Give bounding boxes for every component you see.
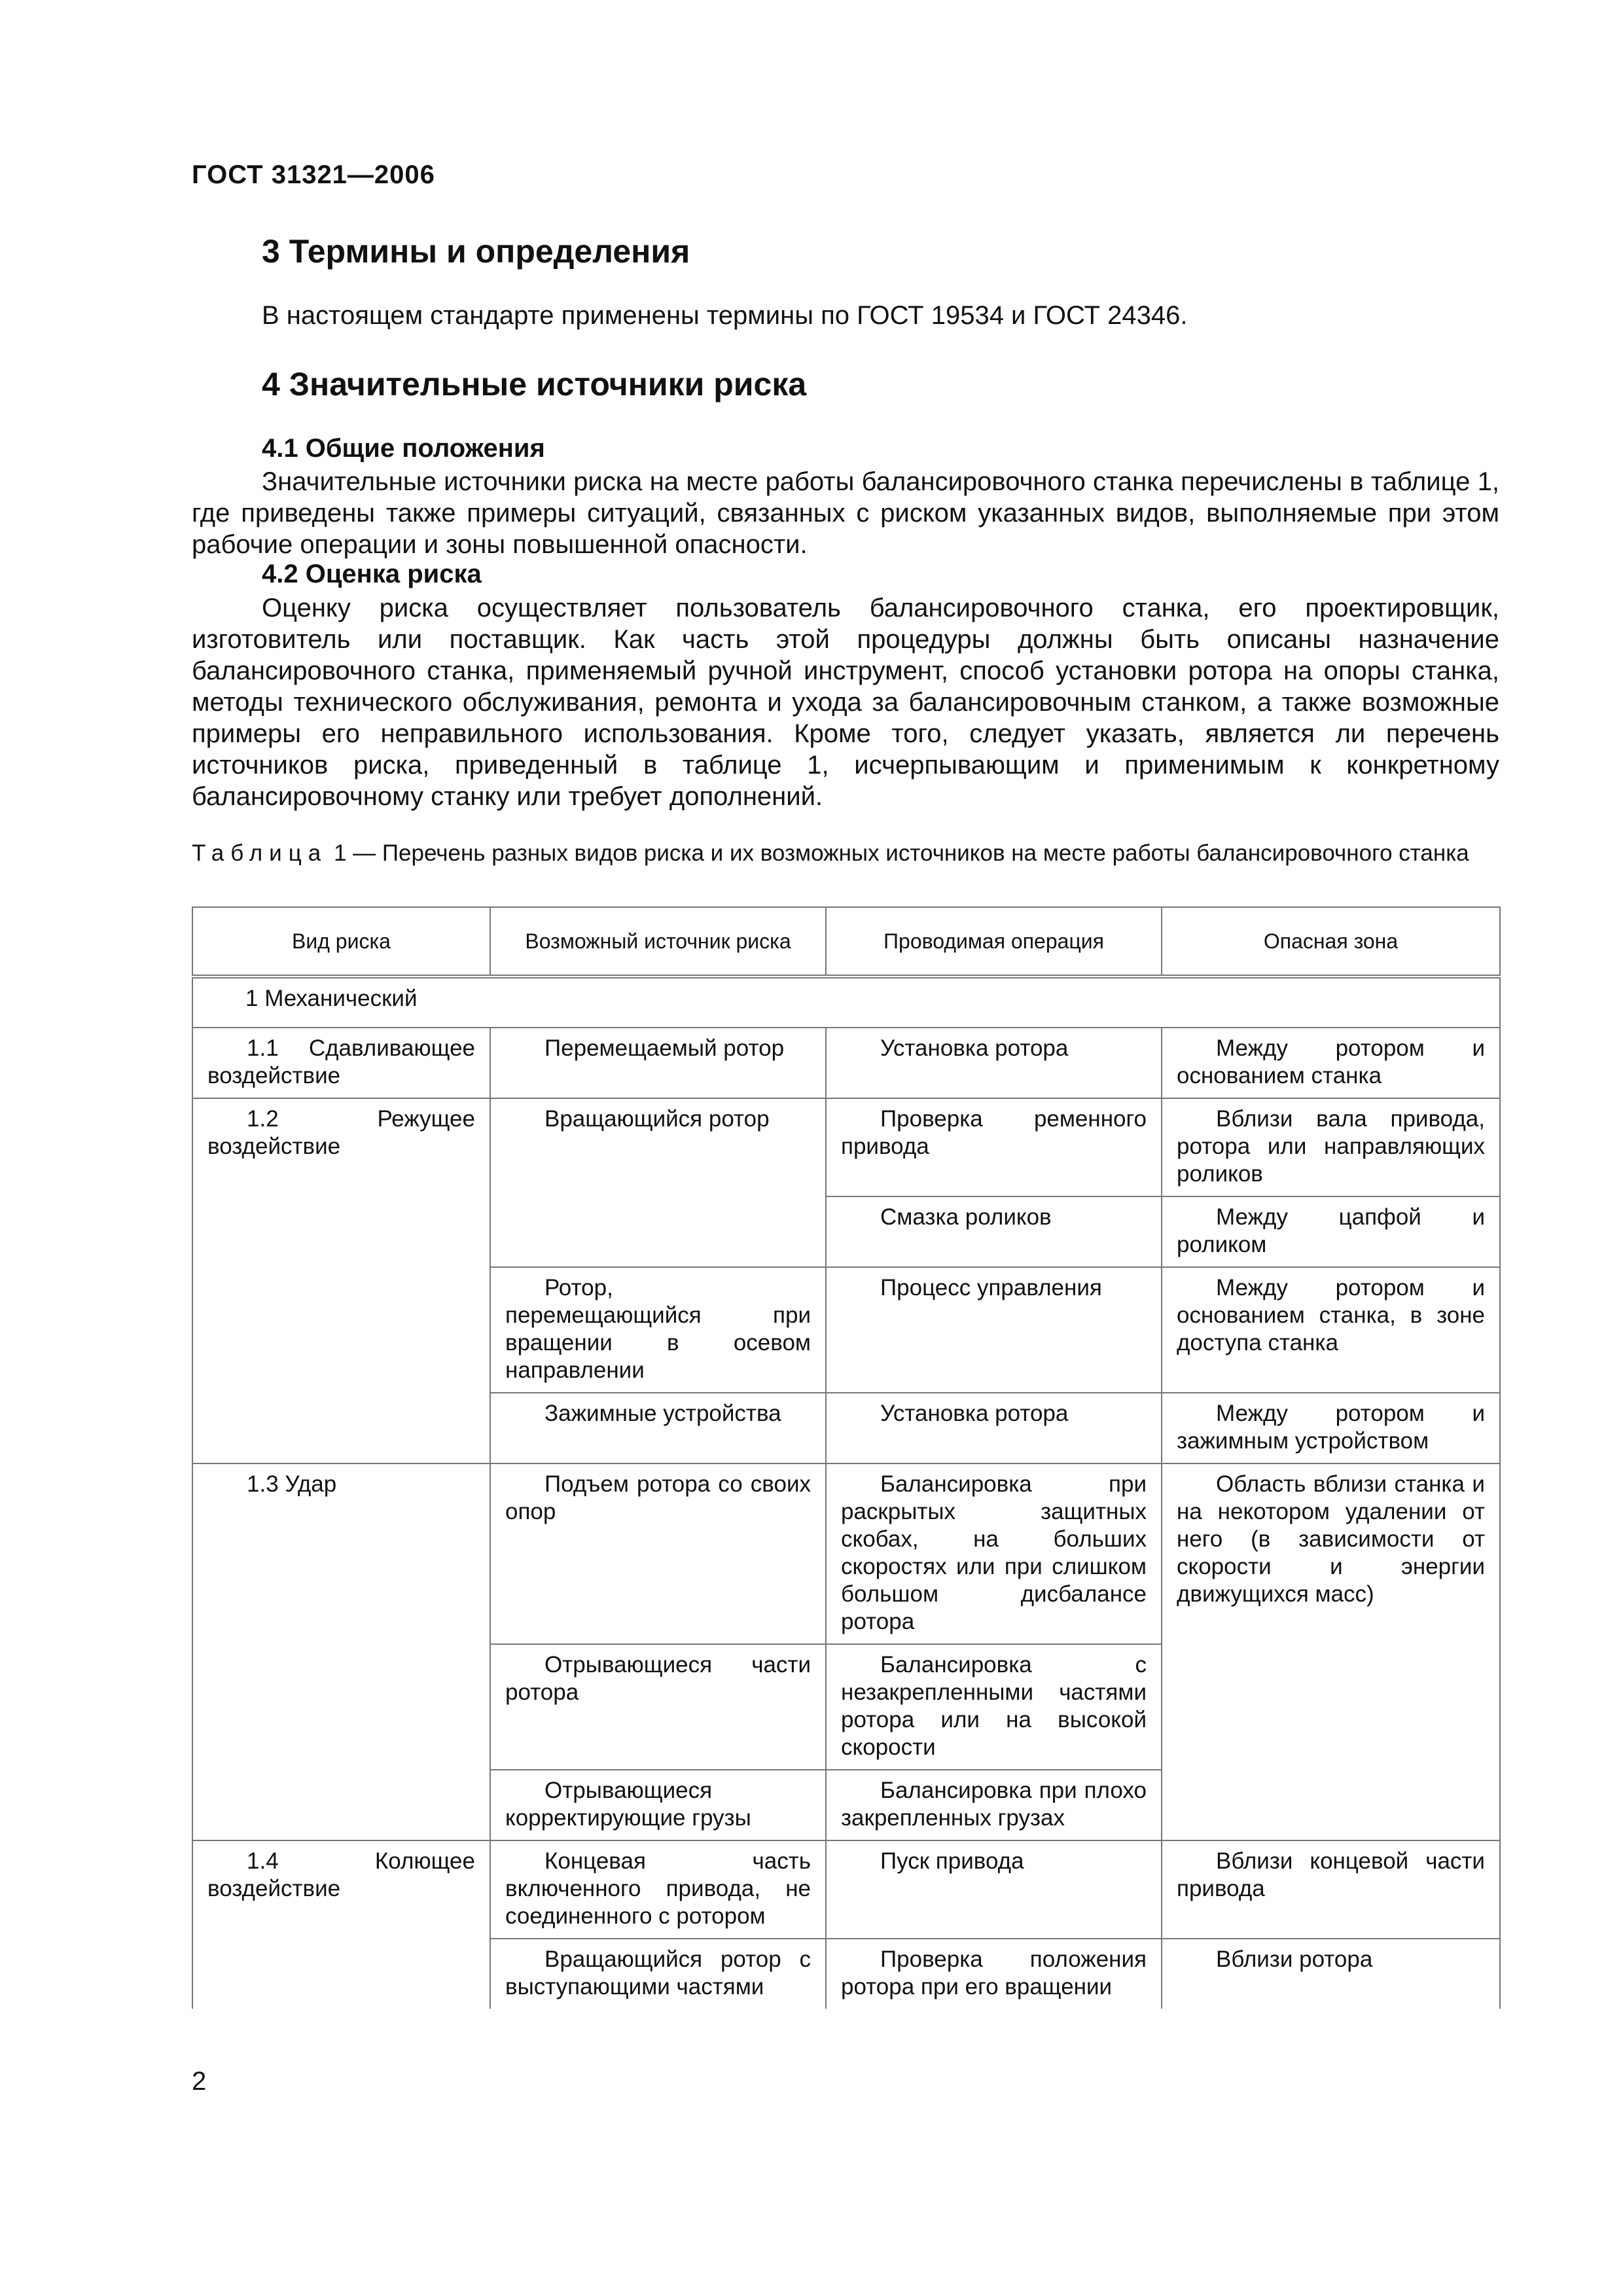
operation-cell: Балансировка при раскрытых защитных скобах, на больших скоростях или при слишком большом дисбалансе ротора — [826, 1463, 1162, 1644]
table-row — [192, 1098, 1500, 1196]
table-row — [192, 1463, 1500, 1644]
subsection-4-2-title: 4.2 Оценка риска — [262, 560, 482, 588]
group-mechanical: 1 Механический — [192, 977, 1500, 1028]
header-risk-type: Вид риска — [192, 907, 490, 977]
header-danger-zone: Опасная зона — [1162, 907, 1500, 977]
table-caption — [192, 840, 1499, 867]
operation-cell: Пуск привода — [826, 1840, 1162, 1939]
danger-zone-cell: Между ротором и основанием станка, в зоне доступа станка — [1162, 1267, 1500, 1393]
section-3-text: В настоящем стандарте применены термины по ГОСТ 19534 и ГОСТ 24346. — [262, 301, 1188, 330]
risk-source-cell: Отрывающиеся части ротора — [490, 1644, 826, 1770]
risk-table — [192, 906, 1501, 2009]
danger-zone-cell: Вблизи вала привода, ротора или направляющих роликов — [1162, 1098, 1500, 1196]
risk-source-cell: Концевая часть включенного привода, не соединенного с ротором — [490, 1840, 826, 1939]
danger-zone-cell: Область вблизи станка и на некотором удалении от него (в зависимости от скорости и энергии движущихся масс) — [1162, 1463, 1500, 1840]
danger-zone-cell: Вблизи ротора — [1162, 1939, 1500, 2009]
risk-source-cell: Вращающийся ротор с выступающими частями — [490, 1939, 826, 2009]
section-3-title: 3 Термины и определения — [262, 233, 690, 270]
risk-source-cell: Зажимные устройства — [490, 1393, 826, 1463]
danger-zone-cell: Между ротором и основанием станка — [1162, 1028, 1500, 1098]
risk-source-cell: Отрывающиеся корректирующие грузы — [490, 1770, 826, 1840]
operation-cell: Проверка положения ротора при его вращении — [826, 1939, 1162, 2009]
risk-type-cell: 1.3 Удар — [192, 1463, 490, 1840]
table-row — [192, 1840, 1500, 1939]
danger-zone-cell: Между цапфой и роликом — [1162, 1196, 1500, 1267]
subsection-4-1-text: Значительные источники риска на месте работы балансировочного станка перечислены в таблице 1, где приведены также примеры ситуаций, связанных с риском указанных видов, выполняемые при этом рабочие операции и зоны повышенной опасности. — [192, 467, 1499, 559]
page-number: 2 — [192, 2067, 207, 2096]
operation-cell: Балансировка с незакрепленными частями ротора или на высокой скорости — [826, 1644, 1162, 1770]
operation-cell: Балансировка при плохо закрепленных грузах — [826, 1770, 1162, 1840]
risk-type-cell: 1.1 Сдавливающее воздействие — [192, 1028, 490, 1098]
table-row — [192, 1028, 1500, 1098]
risk-type-cell: 1.4 Колющее воздействие — [192, 1840, 490, 2009]
operation-cell: Процесс управления — [826, 1267, 1162, 1393]
risk-source-cell: Перемещаемый ротор — [490, 1028, 826, 1098]
danger-zone-cell: Вблизи концевой части привода — [1162, 1840, 1500, 1939]
risk-source-cell: Подъем ротора со своих опор — [490, 1463, 826, 1644]
header-operation: Проводимая операция — [826, 907, 1162, 977]
subsection-4-1-title: 4.1 Общие положения — [262, 434, 545, 463]
danger-zone-cell: Между ротором и зажимным устройством — [1162, 1393, 1500, 1463]
risk-type-cell: 1.2 Режущее воздействие — [192, 1098, 490, 1463]
operation-cell: Смазка роликов — [826, 1196, 1162, 1267]
header-risk-source: Возможный источник риска — [490, 907, 826, 977]
table-caption-prefix: Таблица — [192, 840, 328, 866]
operation-cell: Установка ротора — [826, 1028, 1162, 1098]
table-header-row — [192, 907, 1500, 977]
standard-code: ГОСТ 31321—2006 — [192, 160, 435, 189]
subsection-4-2-text: Оценку риска осуществляет пользователь балансировочного станка, его проектировщик, изготовитель или поставщик. Как часть этой процедуры должны быть описаны назначение балансировочного станка, применяемый ручной инструмент, способ установки ротора на опоры станка, методы технического обслуживания, ремонта и ухода за балансировочным станком, а также возможные примеры его неправильного использования. Кроме того, следует указать, является ли перечень источников риска, приведенный в таблице 1, исчерпывающим и применимым к конкретному балансировочному станку или требует дополнений. — [192, 594, 1499, 811]
operation-cell: Проверка ременного привода — [826, 1098, 1162, 1196]
operation-cell: Установка ротора — [826, 1393, 1162, 1463]
section-4-title: 4 Значительные источники риска — [262, 366, 807, 403]
table-group-row — [192, 977, 1500, 1028]
table-caption-text: 1 — Перечень разных видов риска и их возможных источников на месте работы балансировочного станка — [327, 840, 1469, 866]
risk-source-cell: Вращающийся ротор — [490, 1098, 826, 1267]
risk-source-cell: Ротор, перемещающийся при вращении в осевом направлении — [490, 1267, 826, 1393]
